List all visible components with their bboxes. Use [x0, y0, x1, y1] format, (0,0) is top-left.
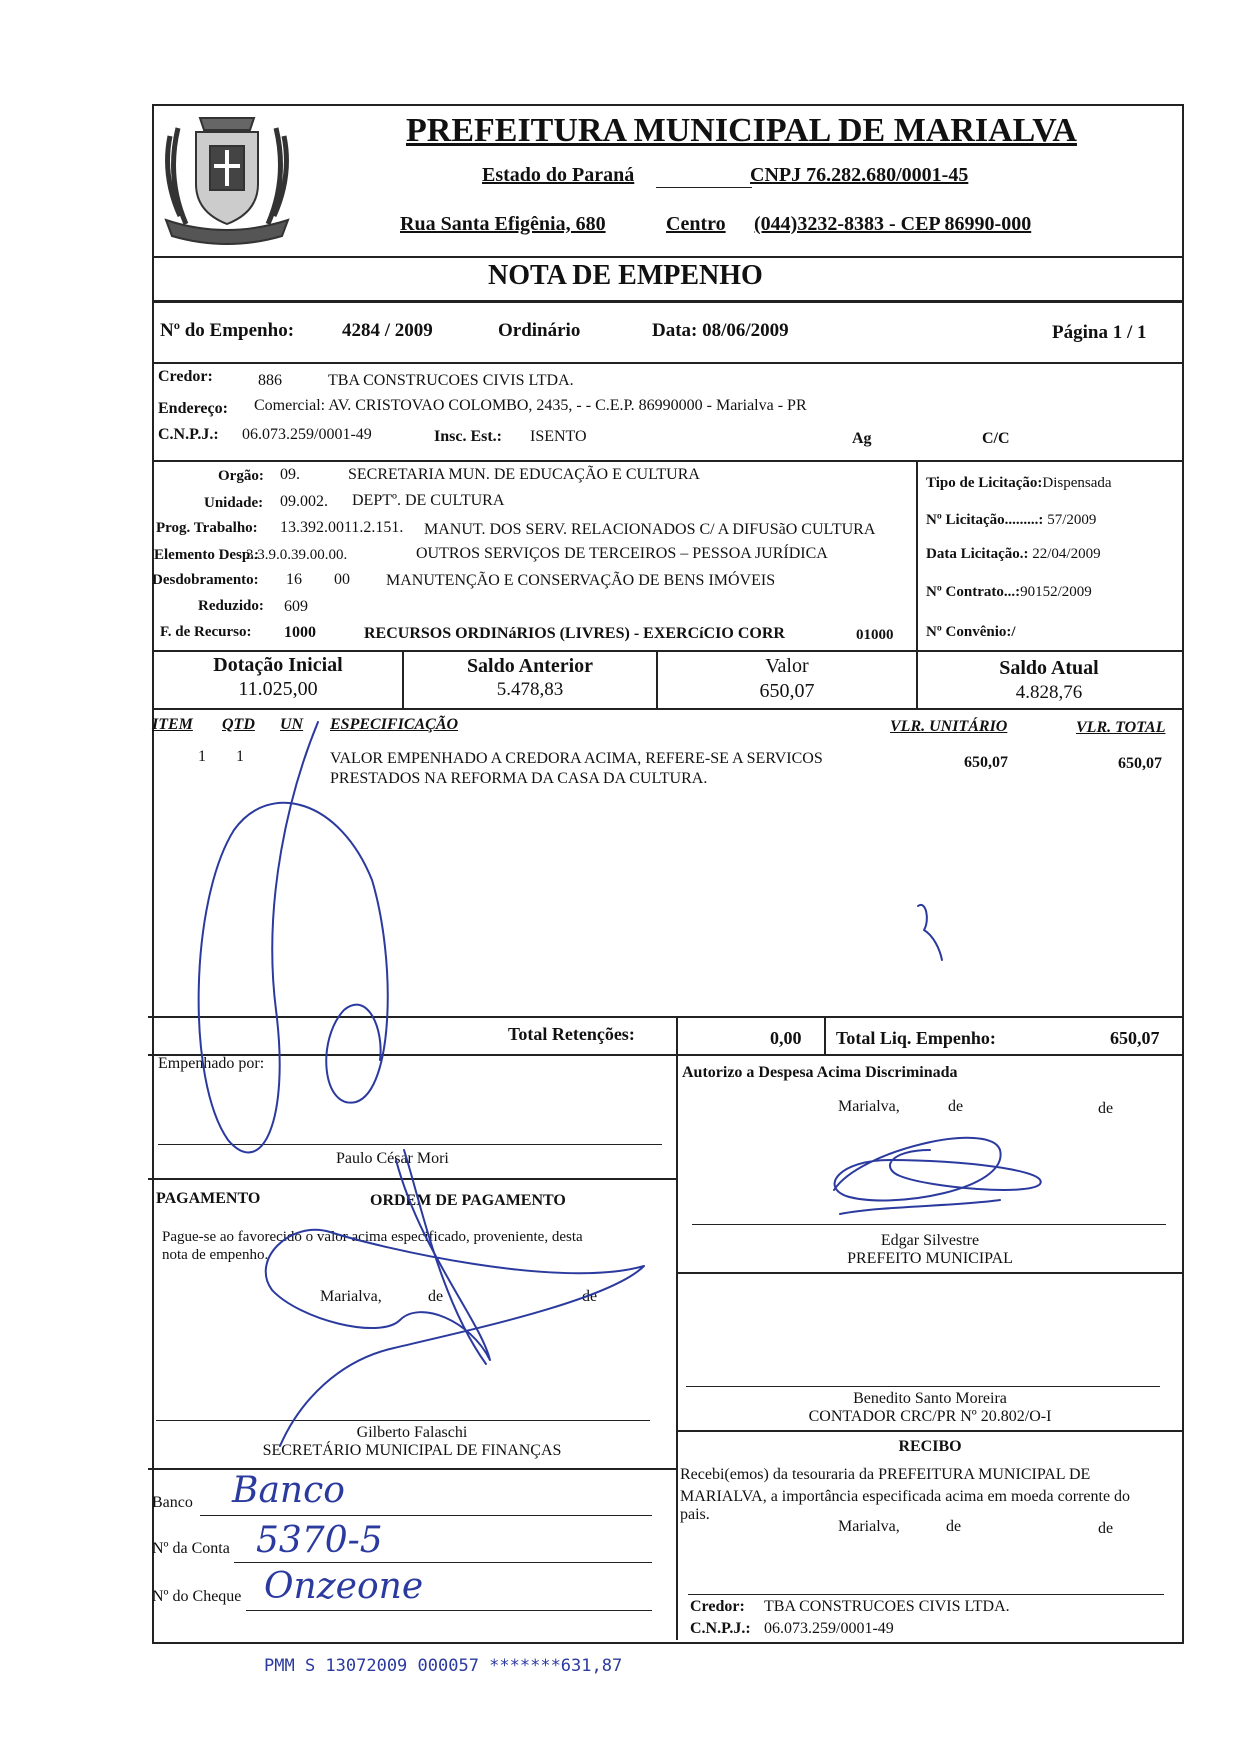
credor-label: Credor:: [158, 368, 213, 385]
empenhado-por-name: Paulo César Mori: [336, 1150, 449, 1167]
item-vlr-total: 650,07: [1118, 755, 1162, 772]
banco-label: Banco: [152, 1494, 193, 1511]
state-label: Estado do Paraná: [482, 164, 635, 186]
dotacao-label: Dotação Inicial: [213, 654, 343, 676]
saldo-anterior-value: 5.478,83: [496, 679, 564, 700]
recibo-credor-label: Credor:: [690, 1598, 745, 1615]
col-header-un: UN: [280, 716, 304, 733]
ag-label: Ag: [852, 430, 872, 447]
phone-cep: (044)3232-8383 - CEP 86990-000: [754, 213, 1032, 235]
conta-label: Nº da Conta: [152, 1540, 230, 1557]
empenhado-por-label: Empenhado por:: [158, 1055, 265, 1072]
item-number: 1: [198, 748, 206, 765]
recurso-code-2: 01000: [856, 627, 894, 643]
pagamento-text-line2: nota de empenho.: [162, 1247, 269, 1263]
contador-role: CONTADOR CRC/PR Nº 20.802/O-I: [808, 1408, 1052, 1425]
desdobramento-name: MANUTENÇÃO E CONSERVAÇÃO DE BENS IMÓVEIS: [386, 572, 776, 589]
prog-name: MANUT. DOS SERV. RELACIONADOS C/ A DIFUSãO CULTURA: [424, 521, 876, 538]
autorizo-de-2: de: [1098, 1100, 1114, 1117]
district: Centro: [666, 213, 726, 235]
desdobramento-label: Desdobramento:: [152, 572, 259, 588]
total-liquido-label: Total Liq. Empenho:: [836, 1028, 996, 1048]
licitacao-date-label: Data Licitação.:: [926, 546, 1029, 562]
unidade-name: DEPTº. DE CULTURA: [352, 492, 505, 509]
recurso-name: RECURSOS ORDINáRIOS (LIVRES) - EXERCíCIO CORR: [364, 625, 785, 642]
page-title: PREFEITURA MUNICIPAL DE MARIALVA: [406, 112, 1077, 149]
recibo-de: de: [946, 1518, 962, 1535]
total-liquido-value: 650,07: [1110, 1028, 1160, 1048]
empenho-type: Ordinário: [498, 320, 581, 341]
cheque-label: Nº do Cheque: [152, 1588, 242, 1605]
page-number: Página 1 / 1: [1052, 322, 1147, 343]
recibo-text-line3: pais.: [680, 1506, 710, 1523]
orgao-code: 09.: [280, 466, 300, 483]
retencoes-label: Total Retenções:: [508, 1024, 635, 1044]
secretario-role: SECRETÁRIO MUNICIPAL DE FINANÇAS: [262, 1442, 562, 1459]
address-label: Endereço:: [158, 400, 228, 417]
prog-code: 13.392.0011.2.151.: [280, 519, 404, 536]
recibo-title: RECIBO: [898, 1438, 962, 1455]
licitacao-number-value: 57/2009: [1047, 512, 1097, 528]
orgao-name: SECRETARIA MUN. DE EDUCAÇÃO E CULTURA: [348, 466, 700, 483]
elemento-code: 3.3.9.0.39.00.00.: [246, 547, 348, 563]
signature-secretario: [266, 1160, 644, 1446]
recibo-credor-name: TBA CONSTRUCOES CIVIS LTDA.: [764, 1598, 1010, 1615]
ordem-pagamento-title: ORDEM DE PAGAMENTO: [370, 1192, 566, 1209]
valor-value: 650,07: [759, 680, 815, 702]
recibo-cnpj-label: C.N.P.J.:: [690, 1620, 751, 1637]
cnpj-label: C.N.P.J.:: [158, 426, 219, 443]
autorizo-label: Autorizo a Despesa Acima Discriminada: [682, 1064, 958, 1081]
credor-name: TBA CONSTRUCOES CIVIS LTDA.: [328, 372, 574, 389]
col-header-especificacao: ESPECIFICAÇÃO: [330, 716, 459, 733]
recurso-label: F. de Recurso:: [160, 624, 252, 640]
empenho-date: Data: 08/06/2009: [652, 320, 789, 341]
banco-handwritten: Banco: [232, 1470, 345, 1511]
signature-prefeito: [834, 1138, 1041, 1201]
credor-code: 886: [258, 372, 282, 389]
pagamento-de-2: de: [582, 1288, 598, 1305]
orgao-label: Orgão:: [218, 468, 264, 484]
recurso-code: 1000: [284, 624, 316, 641]
unidade-label: Unidade:: [204, 495, 264, 511]
licitacao-date-value: 22/04/2009: [1032, 546, 1101, 562]
reduzido-value: 609: [284, 598, 308, 615]
col-header-item: ITEM: [152, 716, 193, 733]
recibo-city: Marialva,: [838, 1518, 900, 1535]
elemento-label: Elemento Desp.:: [154, 547, 259, 563]
cc-label: C/C: [982, 430, 1010, 447]
item-qtd: 1: [236, 748, 244, 765]
recibo-text-line2: MARIALVA, a importância especificada acima em moeda corrente do: [680, 1488, 1131, 1505]
col-header-vlr-unitario: VLR. UNITÁRIO: [890, 718, 1008, 735]
conta-handwritten: 5370-5: [256, 1520, 383, 1561]
reduzido-label: Reduzido:: [198, 598, 264, 614]
city-cnpj: CNPJ 76.282.680/0001-45: [750, 164, 969, 186]
saldo-atual-value: 4.828,76: [1015, 682, 1083, 703]
saldo-atual-label: Saldo Atual: [999, 657, 1099, 679]
payment-stamp: PMM S 13072009 000057 *******631,87: [264, 1656, 623, 1676]
item-vlr-unitario: 650,07: [964, 754, 1008, 771]
convenio-label: Nº Convênio:/: [926, 624, 1016, 640]
desdobramento-subcode: 00: [334, 571, 350, 588]
contador-name: Benedito Santo Moreira: [853, 1390, 1007, 1407]
street-address: Rua Santa Efigênia, 680: [400, 213, 606, 235]
recibo-text-line1: Recebi(emos) da tesouraria da PREFEITURA MUNICIPAL DE: [680, 1466, 1091, 1483]
pagamento-text-line1: Pague-se ao favorecido o valor acima especificado, proveniente, desta: [162, 1229, 583, 1245]
pagamento-title: PAGAMENTO: [156, 1190, 261, 1207]
licitacao-number-label: Nº Licitação.........:: [926, 512, 1044, 528]
prefeito-name: Edgar Silvestre: [880, 1232, 980, 1249]
recibo-cnpj-value: 06.073.259/0001-49: [764, 1620, 894, 1637]
credor-address: Comercial: AV. CRISTOVAO COLOMBO, 2435, - - C.E.P. 86990000 - Marialva - PR: [254, 397, 807, 414]
credor-cnpj: 06.073.259/0001-49: [242, 426, 372, 443]
valor-label: Valor: [765, 655, 809, 677]
pagamento-city: Marialva,: [320, 1288, 382, 1305]
item-especificacao-line2: PRESTADOS NA REFORMA DA CASA DA CULTURA.: [330, 770, 708, 787]
empenho-label: Nº do Empenho:: [160, 320, 295, 341]
signature-empenhado: [199, 722, 388, 1152]
insc-value: ISENTO: [530, 428, 587, 445]
item-especificacao-line1: VALOR EMPENHADO A CREDORA ACIMA, REFERE-SE A SERVICOS: [330, 750, 823, 767]
desdobramento-code: 16: [286, 571, 302, 588]
col-header-qtd: QTD: [222, 716, 255, 733]
insc-label: Insc. Est.:: [434, 428, 503, 445]
contrato-label: Nº Contrato...:: [926, 584, 1021, 600]
autorizo-de: de: [948, 1098, 964, 1115]
col-header-vlr-total: VLR. TOTAL: [1076, 719, 1166, 736]
empenho-number: 4284 / 2009: [342, 320, 433, 341]
contrato-value: 90152/2009: [1020, 584, 1092, 600]
dotacao-value: 11.025,00: [238, 678, 318, 700]
saldo-anterior-label: Saldo Anterior: [466, 655, 594, 677]
pagamento-de: de: [428, 1288, 444, 1305]
licitacao-type-label: Tipo de Licitação:: [926, 475, 1043, 491]
elemento-name: OUTROS SERVIÇOS DE TERCEIROS – PESSOA JURÍDICA: [416, 545, 828, 562]
document-title: NOTA DE EMPENHO: [488, 260, 763, 291]
prefeito-role: PREFEITO MUNICIPAL: [847, 1250, 1013, 1267]
prog-label: Prog. Trabalho:: [156, 520, 258, 536]
recibo-de-2: de: [1098, 1520, 1114, 1537]
retencoes-value: 0,00: [770, 1028, 802, 1048]
secretario-name: Gilberto Falaschi: [356, 1424, 468, 1441]
autorizo-city: Marialva,: [838, 1098, 900, 1115]
cheque-handwritten: Onzeone: [264, 1566, 424, 1607]
licitacao-type-value: Dispensada: [1042, 475, 1112, 491]
unidade-code: 09.002.: [280, 493, 328, 510]
